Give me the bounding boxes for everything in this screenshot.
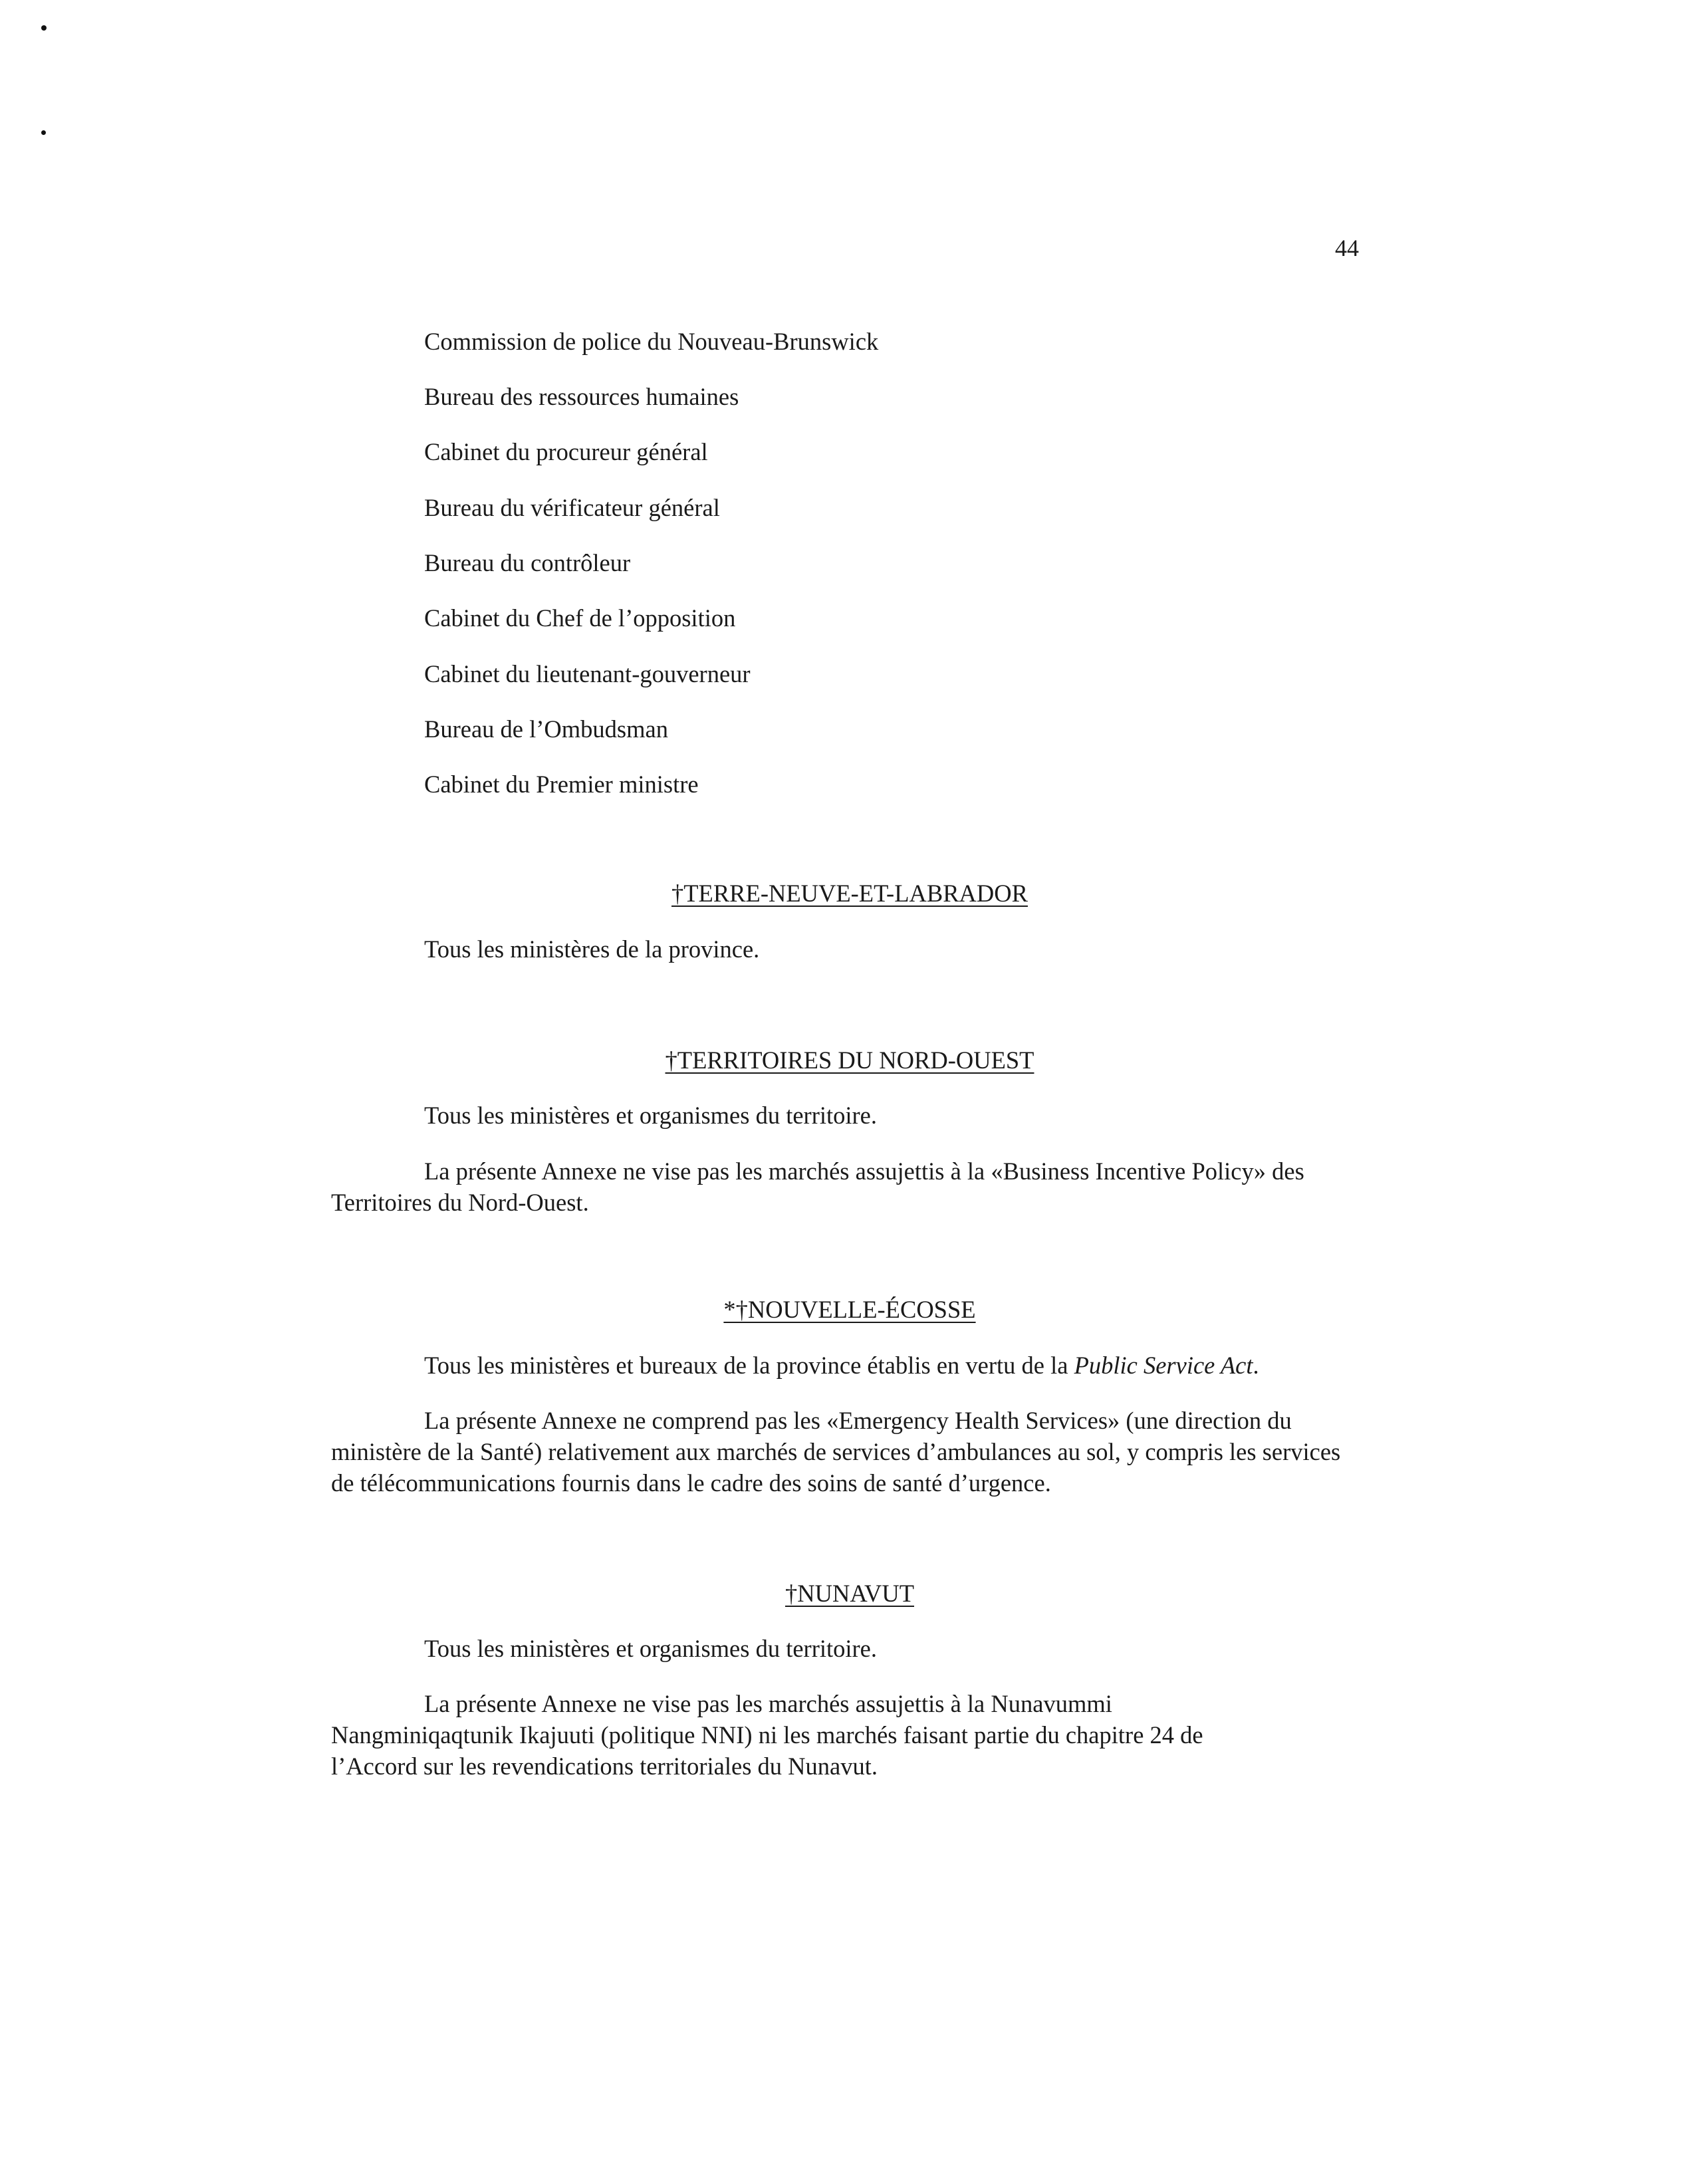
section-heading-nwt: †TERRITOIRES DU NORD-OUEST [665,1046,1034,1074]
nova-scotia-act-name: Public Service Act [1074,1352,1253,1379]
section-heading-newfoundland: †TERRE-NEUVE-ET-LABRADOR [671,880,1028,907]
list-item: Bureau du vérificateur général [424,494,720,521]
section-heading-nunavut: †NUNAVUT [785,1580,914,1607]
nova-scotia-text-start: Tous les ministères et bureaux de la province établis en vertu de la [424,1352,1074,1379]
nunavut-note [331,1688,1249,1782]
nova-scotia-note-paragraph: La présente Annexe ne comprend pas les «Emergency Health Services» (une direction du ministère de la Santé) relativement aux marchés de services d’ambulances au sol, y compris les services de télécommunications fournis dans le cadre des soins de santé d’urgence. [331,1407,1341,1497]
nwt-text: Tous les ministères et organismes du territoire. [424,1102,878,1129]
list-item: Cabinet du Chef de l’opposition [424,604,736,632]
list-item: Bureau des ressources humaines [424,383,739,410]
section-heading-nova-scotia: *†NOUVELLE-ÉCOSSE [723,1296,976,1323]
nova-scotia-text-end: . [1253,1352,1259,1379]
newfoundland-text: Tous les ministères de la province. [424,935,760,963]
scan-mark-top [41,25,47,31]
scan-mark-second [41,130,46,135]
list-item: Commission de police du Nouveau-Brunswick [424,328,879,355]
list-item: Cabinet du lieutenant-gouverneur [424,660,751,687]
list-item: Cabinet du procureur général [424,438,708,465]
nunavut-note-paragraph: La présente Annexe ne vise pas les marchés assujettis à la Nunavummi Nangminiqaqtunik Ikajuuti (politique NNI) ni les marchés faisant partie du chapitre 24 de l’Accord sur les revendications territoriales du Nunavut. [331,1690,1203,1780]
nova-scotia-note [331,1405,1368,1499]
list-item: Cabinet du Premier ministre [424,771,699,798]
nwt-note [331,1155,1368,1218]
nova-scotia-text [424,1350,1259,1381]
nunavut-text: Tous les ministères et organismes du territoire. [424,1635,878,1662]
nwt-note-paragraph: La présente Annexe ne vise pas les marchés assujettis à la «Business Incentive Policy» des Territoires du Nord-Ouest. [331,1157,1304,1216]
list-item: Bureau de l’Ombudsman [424,715,668,743]
page-number: 44 [1335,235,1359,261]
list-item: Bureau du contrôleur [424,549,631,576]
